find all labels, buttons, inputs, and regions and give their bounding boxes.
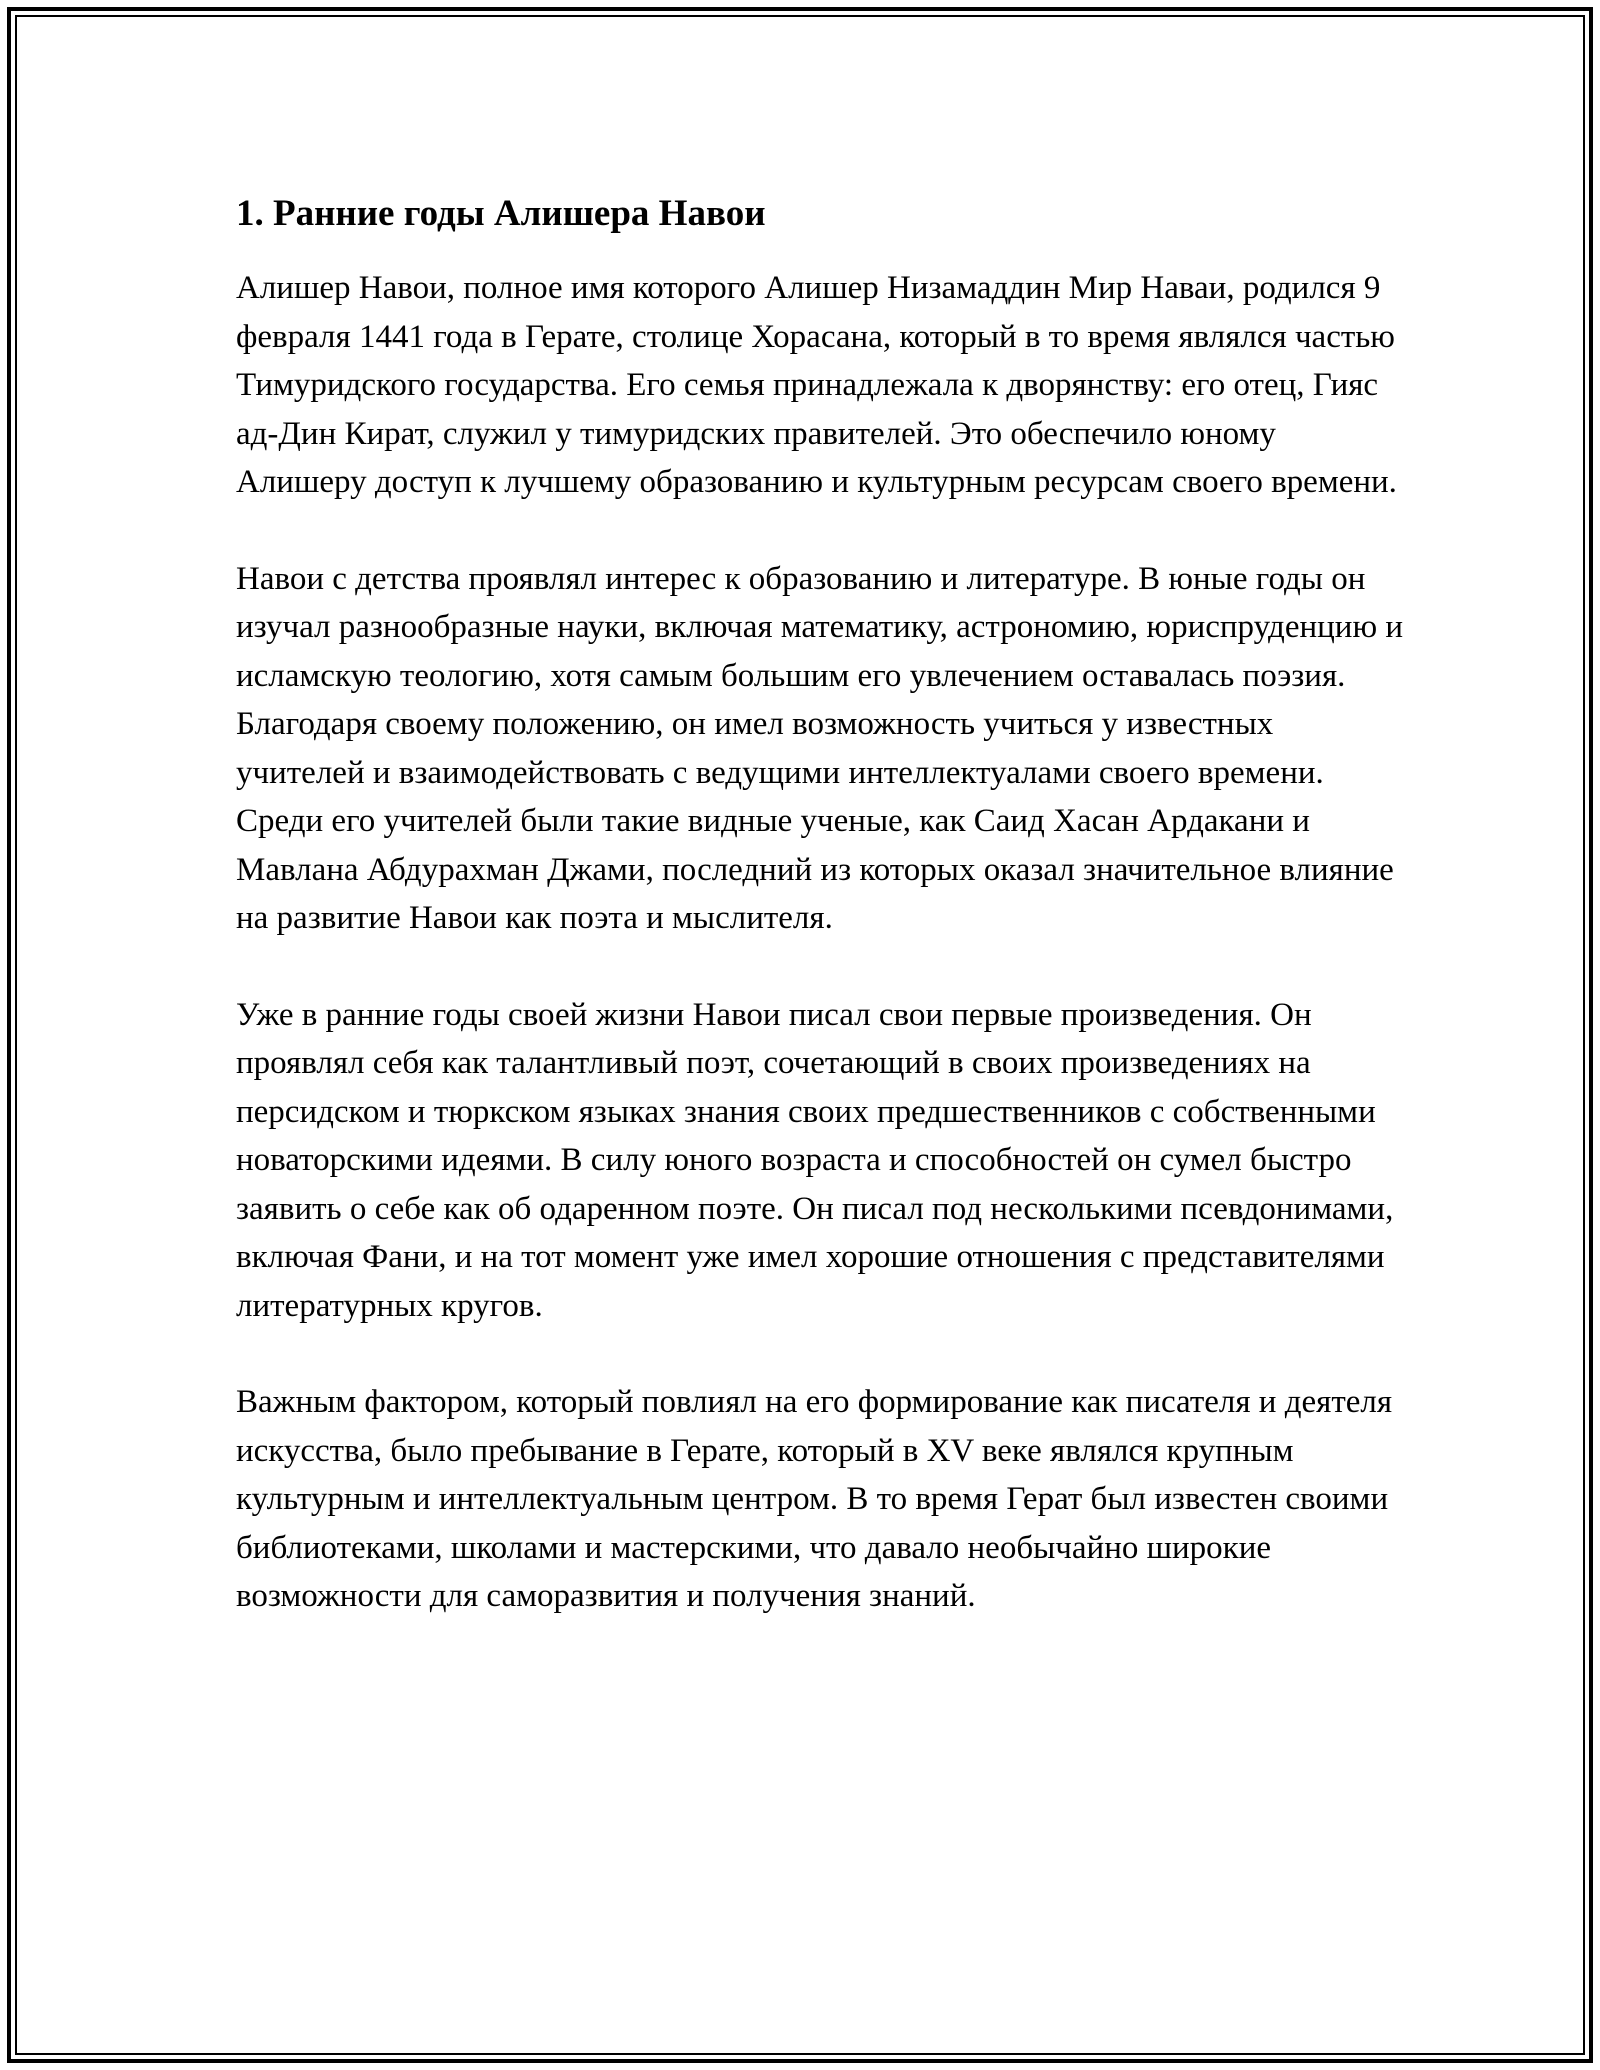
section-heading: 1. Ранние годы Алишера Навои [236, 193, 766, 234]
document-body [236, 188, 1406, 1669]
paragraph-education: Навои с детства проявлял интерес к образованию и литературе. В юные годы он изучал разнообразные науки, включая математику, астрономию, юриспруденцию и исламскую теологию, хотя самым большим его увлечением оставалась поэзия. Благодаря своему положению, он имел возможность учиться у известных учителей и взаимодействовать с ведущими интеллектуалами своего времени. Среди его учителей были такие видные ученые, как Саид Хасан Ардакани и Мавлана Абдурахман Джами, последний из которых оказал значительное влияние на развитие Навои как поэта и мыслителя. [236, 560, 1404, 936]
paragraph-first-works: Уже в ранние годы своей жизни Навои писал свои первые произведения. Он проявлял себя как талантливый поэт, сочетающий в своих произведениях на персидском и тюркском языках знания своих предшественников с собственными новаторскими идеями. В силу юного возраста и способностей он сумел быстро заявить о себе как об одаренном поэте. Он писал под несколькими псевдонимами, включая Фани, и на тот момент уже имел хорошие отношения с представителями литературных кругов. [236, 996, 1394, 1324]
paragraph-herat: Важным фактором, который повлиял на его формирование как писателя и деятеля искусства, было пребывание в Герате, который в XV веке являлся крупным культурным и интеллектуальным центром. В то время Герат был известен своими библиотеками, школами и мастерскими, что давало необычайно широкие возможности для саморазвития и получения знаний. [236, 1384, 1393, 1614]
paragraph-early-life: Алишер Навои, полное имя которого Алишер Низамаддин Мир Наваи, родился 9 февраля 1441 года в Герате, столице Хорасана, который в то время являлся частью Тимуридского государства. Его семья принадлежала к дворянству: его отец, Гияс ад-Дин Кират, служил у тимуридских правителей. Это обеспечило юному Алишеру доступ к лучшему образованию и культурным ресурсам своего времени. [236, 270, 1397, 500]
